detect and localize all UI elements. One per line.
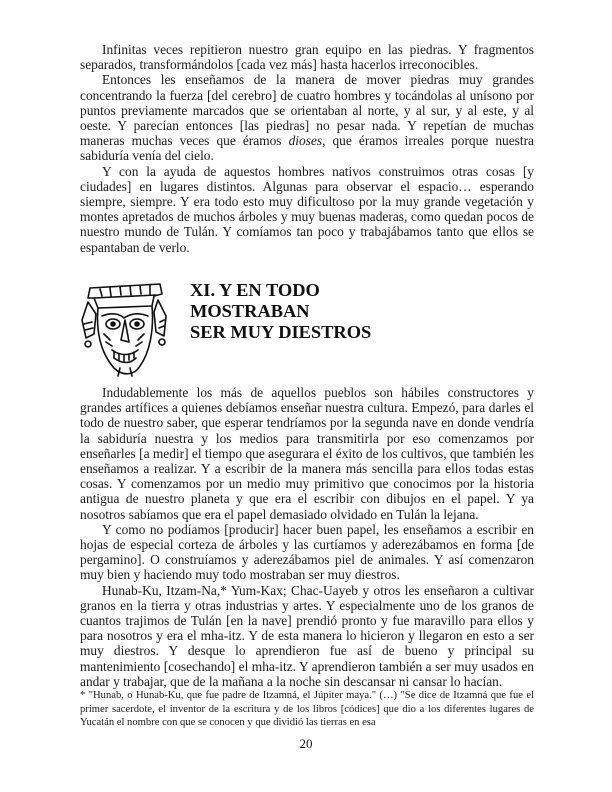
chapter-title-line: XI. Y EN TODO bbox=[190, 280, 320, 300]
top-text-block bbox=[80, 42, 534, 255]
paragraph: Entonces les enseñamos de la manera de mover piedras muy grandes concentrando la fuerza [del cerebro] de cuatro hombres y tocándolas al unísono por puntos previamente marcados que se orientaban al norte, y al sur, y al este, y al oeste. Y parecían entonces [las piedras] no pesar nada. Y repetían de muchas maneras muchas veces que éramos dioses, que éramos irreales porque nuestra sabiduría venía del cielo. bbox=[80, 72, 535, 164]
page-number: 20 bbox=[299, 736, 313, 751]
chapter-header bbox=[80, 280, 534, 382]
chapter-title-line: MOSTRABAN bbox=[190, 301, 310, 321]
paragraph: Infinitas veces repitieron nuestro gran equipo en las piedras. Y fragmentos separados, transformándolos [cada vez más] hasta hacerlos irreconocibles. bbox=[80, 42, 534, 73]
chapter-title bbox=[190, 280, 520, 343]
maya-head-glyph-icon bbox=[80, 280, 170, 380]
paragraph: Indudablemente los más de aquellos pueblos son hábiles constructores y grandes artífices a quienes debíamos enseñar nuestra cultura. Empezó, para darles el todo de nuestro saber, que esperar tendríamos por la segunda nave en donde vendría la sabiduría nuestra y los medios para transmitirla por eso comenzamos por enseñarles [a medir] el tiempo que asegurara el éxito de los cultivos, que también les enseñamos a realizar. Y a escribir de la manera más sencilla para ellos todas estas cosas. Y comenzamos por un medio muy primitivo que conocimos por la historia antigua de nuestro planeta y que era el escribir con dibujos en el papel. Y ya nosotros sabíamos que era el papel demasiado olvidado en Tulán la lejana. bbox=[80, 385, 535, 522]
paragraph: Y con la ayuda de aquestos hombres nativos construimos otras cosas [y ciudades] en lugares distintos. Algunas para observar el espacio… esperando siempre, siempre. Y era todo esto muy dificultoso por la muy grande vegetación y montes apretados de muchos árboles y muy buenas maderas, como quedan pocos de nuestro mundo de Tulán. Y comíamos tan poco y trabajábamos tanto que ellos se espantaban de verlo. bbox=[80, 163, 534, 255]
footnote: * "Hunab, o Hunab-Ku, que fue padre de Itzamná, el Júpiter maya." (…) "Se dice de Itzamná que fue el primer sacerdote, el inventor de la escritura y de los libros [códices] que dio a los diferentes lugares de Yucatán el nombre con que se conocen y que dividió las tierras en esa bbox=[80, 690, 534, 729]
paragraph: Hunab-Ku, Itzam-Na,* Yum-Kax; Chac-Uayeb y otros les enseñaron a cultivar granos en la tierra y otras industrias y artes. Y especialmente uno de los granos de cuantos trajimos de Tulán [en la nave] prendió pronto y fue maravillo para ellos y para nosotros y era el mha-itz. Y de esta manera lo hicieron y llegaron en esto a ser muy diestros. Y desque lo aprendieron fue así de bueno y principal su mantenimiento [cosechando] el mha-itz. Y aprendieron también a ser muy usados en andar y trabajar, que de la mañana a la noche sin descansar ni cansar lo hacían. bbox=[80, 582, 534, 689]
chapter-title-line: SER MUY DIESTROS bbox=[190, 322, 372, 342]
bottom-text-block bbox=[80, 385, 534, 689]
paragraph: Y como no podíamos [producir] hacer buen papel, les enseñamos a escribir en hojas de especial corteza de árboles y las curtíamos y aderezábamos en forma [de pergamino]. O construíamos y aderezábamos piel de animales. Y así comenzaron muy bien y haciendo muy todo mostraban ser muy diestros. bbox=[80, 521, 534, 583]
